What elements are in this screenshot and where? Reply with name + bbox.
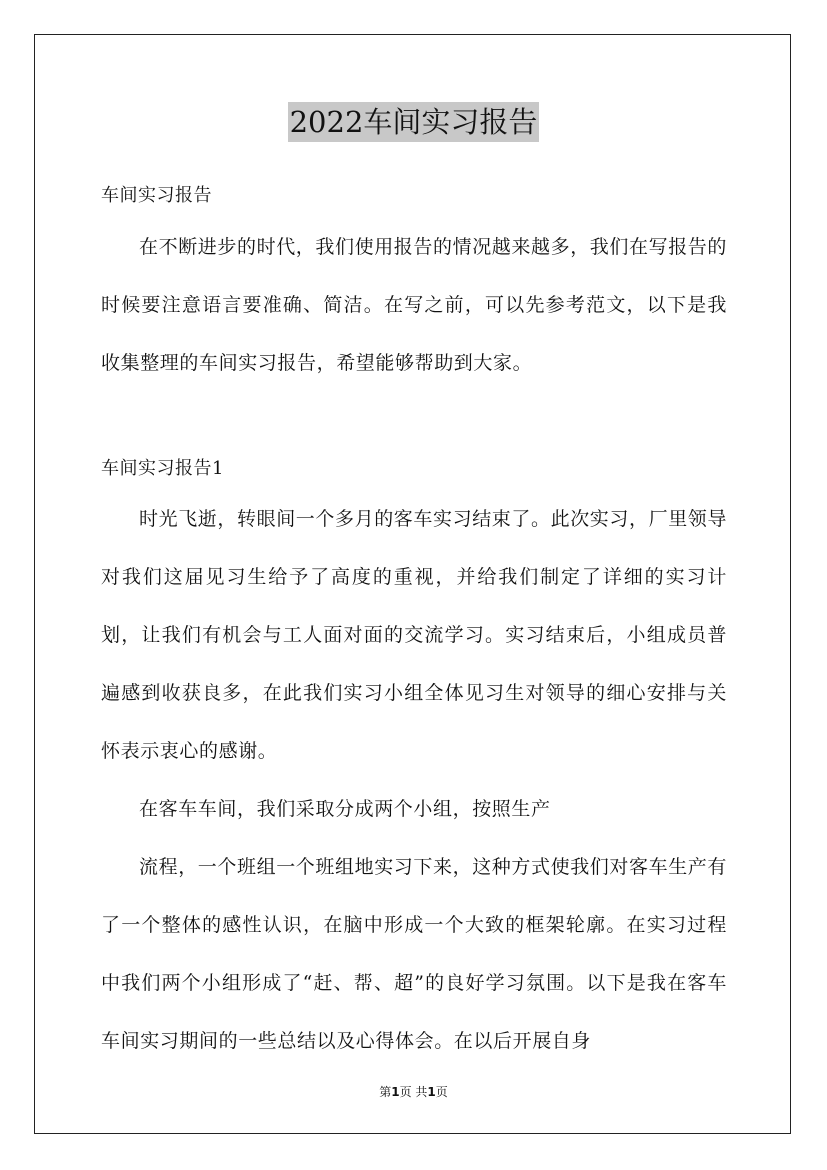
- footer-current-page: 1: [391, 1085, 400, 1099]
- section-heading: 车间实习报告1: [101, 458, 224, 479]
- body-section: [101, 490, 727, 1070]
- body-paragraph-2: 在客车车间，我们采取分成两个小组，按照生产: [139, 798, 551, 820]
- document-title: 2022车间实习报告: [288, 102, 540, 142]
- intro-heading: 车间实习报告: [101, 185, 212, 206]
- body-paragraph-1: 时光飞逝，转眼间一个多月的客车实习结束了。此次实习，厂里领导对我们这届见习生给予了高度的重视，并给我们制定了详细的实习计划，让我们有机会与工人面对面的交流学习。实习结束后，小组成员普遍感到收获良多，在此我们实习小组全体见习生对领导的细心安排与关怀表示衷心的感谢。: [101, 508, 728, 762]
- intro-paragraph: 在不断进步的时代，我们使用报告的情况越来越多，我们在写报告的时候要注意语言要准确、简洁。在写之前，可以先参考范文，以下是我收集整理的车间实习报告，希望能够帮助到大家。: [101, 236, 728, 374]
- footer-prefix: 第: [379, 1085, 392, 1099]
- footer-total-pages: 1: [427, 1085, 436, 1099]
- footer-mid: 页 共: [399, 1085, 428, 1099]
- body-paragraph-3: 流程，一个班组一个班组地实习下来，这种方式使我们对客车生产有了一个整体的感性认识，在脑中形成一个大致的框架轮廓。在实习过程中我们两个小组形成了“赶、帮、超”的良好学习氛围。以下是我在客车车间实习期间的一些总结以及心得体会。在以后开展自身: [101, 856, 728, 1052]
- title-container: [0, 102, 827, 142]
- page-footer: [0, 1083, 827, 1100]
- intro-section: [101, 218, 727, 392]
- footer-suffix: 页: [435, 1085, 448, 1099]
